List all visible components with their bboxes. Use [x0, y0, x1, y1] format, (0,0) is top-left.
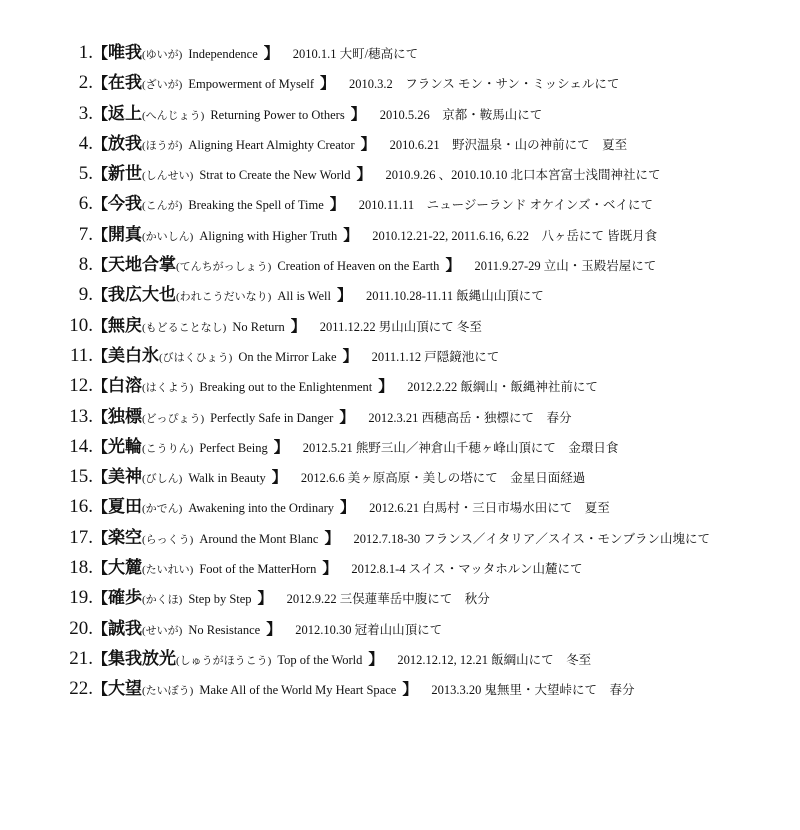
entry-english-title: All is Well [277, 289, 331, 304]
entry-number: 21. [69, 647, 93, 669]
list-item [0, 523, 800, 553]
bracket-close: 】 [368, 651, 384, 668]
list-item [0, 311, 800, 341]
entry-date-location: 2012.6.21 白馬村・三日市場水田にて 夏至 [369, 501, 610, 516]
entry-title: 誠我 [108, 618, 143, 638]
entry-content [93, 583, 490, 615]
list-item [0, 99, 800, 129]
entry-number: 13. [69, 405, 93, 427]
entry-number: 19. [69, 587, 93, 609]
entry-english-title: Aligning with Higher Truth [199, 228, 338, 243]
entry-reading: (かいしん) [142, 230, 194, 243]
bracket-close: 】 [356, 167, 372, 184]
entry-content [93, 280, 544, 312]
bracket-close: 】 [290, 318, 306, 335]
entry-list [0, 38, 800, 705]
entry-reading: (びしん) [142, 473, 183, 486]
entry-date-location: 2012.6.6 美ヶ原高原・美しの塔にて 金星日面経過 [300, 471, 586, 486]
entry-date-location: 2012.5.21 熊野三山／神倉山千穂ヶ峰山頂にて 金環日食 [302, 440, 619, 455]
entry-reading: (しゅうがほうこう) [176, 654, 272, 667]
entry-english-title: Top of the World [277, 652, 363, 667]
entry-content [93, 674, 634, 706]
entry-english-title: Aligning Heart Almighty Creator [188, 137, 355, 152]
entry-title: 今我 [108, 194, 143, 214]
bracket-open: 【 [93, 530, 109, 547]
entry-date-location: 2010.1.1 大町/穂高にて [292, 47, 419, 61]
entry-number: 6. [78, 193, 93, 215]
entry-date-location: 2012.2.22 飯綱山・飯縄神社前にて [407, 380, 598, 395]
entry-title: 夏田 [108, 497, 143, 517]
list-item [0, 432, 800, 462]
bracket-open: 【 [93, 258, 109, 275]
bracket-close: 】 [329, 197, 345, 214]
bracket-close: 】 [342, 348, 358, 365]
bracket-close: 】 [324, 530, 340, 547]
entry-title: 返上 [108, 103, 143, 123]
entry-content [93, 99, 542, 131]
entry-date-location: 2013.3.20 鬼無里・大望峠にて 春分 [431, 683, 635, 698]
entry-title: 独標 [108, 406, 143, 426]
bracket-open: 【 [93, 561, 109, 578]
entry-number: 11. [69, 344, 93, 366]
entry-english-title: Strat to Create the New World [199, 168, 351, 183]
list-item [0, 553, 800, 583]
entry-date-location: 2012.9.22 三俣蓮華岳中腹にて 秋分 [286, 592, 490, 607]
entry-reading: (こうりん) [142, 442, 194, 455]
entry-english-title: Perfectly Safe in Danger [210, 410, 334, 425]
entry-content [93, 553, 582, 585]
entry-english-title: No Resistance [188, 622, 261, 637]
list-item [0, 189, 800, 219]
bracket-close: 】 [273, 439, 289, 456]
entry-date-location: 2010.5.26 京都・鞍馬山にて [379, 107, 543, 122]
list-item [0, 341, 800, 371]
bracket-close: 】 [322, 561, 338, 578]
entry-date-location: 2010.6.21 野沢温泉・山の神前にて 夏至 [389, 137, 628, 152]
entry-english-title: Awakening into the Ordinary [188, 501, 335, 516]
entry-number: 16. [69, 496, 93, 518]
entry-title: 大麓 [108, 558, 143, 578]
entry-number: 7. [78, 223, 93, 245]
bracket-open: 【 [93, 136, 109, 153]
entry-number: 10. [69, 314, 93, 336]
bracket-open: 【 [93, 470, 109, 487]
list-item [0, 68, 800, 98]
entry-reading: (われこうだいなり) [176, 291, 272, 304]
entry-number: 15. [69, 466, 93, 488]
entry-number: 5. [78, 163, 93, 185]
entry-content [93, 220, 657, 252]
entry-english-title: Independence [188, 47, 258, 61]
entry-number: 4. [78, 132, 93, 154]
list-item [0, 674, 800, 704]
list-item [0, 614, 800, 644]
entry-reading: (かでん) [142, 503, 183, 516]
entry-english-title: Foot of the MatterHorn [199, 562, 317, 577]
bracket-close: 】 [378, 379, 394, 396]
entry-english-title: Breaking out to the Enlightenment [199, 380, 373, 395]
list-item [0, 371, 800, 401]
list-item [0, 402, 800, 432]
bracket-close: 】 [336, 288, 352, 305]
entry-date-location: 2012.7.18-30 フランス／イタリア／スイス・モンブラン山塊にて [353, 531, 710, 546]
list-item [0, 280, 800, 310]
entry-reading: (ゆいが) [142, 49, 183, 61]
entry-english-title: Creation of Heaven on the Earth [277, 259, 440, 274]
entry-date-location: 2011.12.22 男山山頂にて 冬至 [319, 319, 482, 334]
entry-number: 12. [69, 375, 93, 397]
bracket-open: 【 [93, 651, 109, 668]
list-item [0, 38, 800, 68]
entry-content [93, 38, 418, 70]
entry-title: 開真 [108, 224, 143, 244]
entry-content [93, 189, 653, 221]
list-item [0, 250, 800, 280]
bracket-close: 】 [402, 682, 418, 699]
entry-english-title: Walk in Beauty [188, 471, 266, 486]
entry-number: 14. [69, 435, 93, 457]
entry-reading: (へんじょう) [142, 109, 205, 122]
entry-english-title: Breaking the Spell of Time [188, 198, 324, 213]
entry-content [93, 159, 661, 191]
bracket-open: 【 [93, 348, 109, 365]
entry-date-location: 2012.3.21 西穂高岳・独標にて 春分 [368, 410, 572, 425]
entry-number: 3. [78, 102, 93, 124]
entry-english-title: On the Mirror Lake [238, 349, 337, 364]
bracket-close: 】 [445, 258, 461, 275]
entry-title: 白溶 [108, 376, 143, 396]
entry-title: 新世 [108, 164, 143, 184]
entry-number: 8. [78, 254, 93, 276]
entry-reading: (しんせい) [142, 170, 194, 183]
bracket-open: 【 [93, 621, 109, 638]
entry-content [93, 250, 656, 282]
entry-content [93, 129, 627, 161]
entry-date-location: 2010.11.11 ニュージーランド オケインズ・ベイにて [358, 198, 653, 213]
entry-number: 1. [78, 42, 93, 63]
list-item [0, 220, 800, 250]
bracket-close: 】 [360, 136, 376, 153]
bracket-open: 【 [93, 591, 109, 608]
entry-reading: (ほうが) [142, 139, 183, 152]
list-item [0, 492, 800, 522]
bracket-close: 】 [320, 76, 336, 93]
bracket-open: 【 [93, 682, 109, 699]
entry-title: 我広大也 [108, 285, 177, 305]
entry-title: 唯我 [108, 43, 143, 62]
bracket-open: 【 [93, 439, 109, 456]
entry-content [93, 614, 442, 646]
entry-english-title: Step by Step [188, 592, 252, 607]
entry-title: 美神 [108, 467, 143, 487]
bracket-open: 【 [93, 106, 109, 123]
entry-content [93, 432, 618, 464]
entry-english-title: Empowerment of Myself [188, 77, 315, 92]
bracket-close: 】 [271, 470, 287, 487]
list-item [0, 583, 800, 613]
entry-reading: (せいが) [142, 624, 183, 637]
entry-date-location: 2010.3.2 フランス モン・サン・ミッシェルにて [349, 77, 620, 92]
entry-content [93, 492, 610, 524]
entry-title: 光輪 [108, 436, 143, 456]
bracket-close: 】 [350, 106, 366, 123]
list-item [0, 129, 800, 159]
entry-number: 18. [69, 557, 93, 579]
bracket-open: 【 [93, 318, 109, 335]
entry-english-title: Perfect Being [199, 440, 268, 455]
entry-date-location: 2012.12.12, 12.21 飯綱山にて 冬至 [397, 652, 592, 667]
entry-english-title: Around the Mont Blanc [199, 531, 319, 546]
entry-reading: (ざいが) [142, 79, 183, 92]
entry-reading: (らっくう) [142, 533, 194, 546]
entry-reading: (たいれい) [142, 564, 194, 577]
entry-number: 22. [69, 678, 93, 700]
entry-date-location: 2012.8.1-4 スイス・マッタホルン山麓にて [351, 562, 583, 577]
bracket-open: 【 [93, 227, 109, 244]
list-item [0, 159, 800, 189]
bracket-open: 【 [93, 197, 109, 214]
bracket-open: 【 [93, 46, 109, 62]
bracket-open: 【 [93, 76, 109, 93]
entry-english-title: No Return [232, 319, 285, 334]
entry-title: 放我 [108, 133, 143, 153]
entry-content [93, 371, 598, 403]
entry-reading: (はくよう) [142, 382, 194, 395]
entry-reading: (びはくひょう) [159, 351, 233, 364]
entry-number: 17. [69, 526, 93, 548]
entry-number: 2. [78, 72, 93, 94]
entry-content [93, 644, 591, 676]
entry-content [93, 462, 585, 494]
entry-reading: (こんが) [142, 200, 183, 213]
entry-date-location: 2010.12.21-22, 2011.6.16, 6.22 八ヶ岳にて 皆既月食 [372, 228, 658, 243]
entry-english-title: Make All of the World My Heart Space [199, 683, 397, 698]
entry-number: 20. [69, 617, 93, 639]
bracket-close: 】 [257, 591, 273, 608]
entry-date-location: 2011.9.27-29 立山・玉殿岩屋にて [474, 259, 657, 274]
entry-content [93, 341, 499, 373]
entry-title: 無戻 [108, 315, 143, 335]
entry-reading: (かくほ) [142, 594, 183, 607]
bracket-close: 】 [343, 227, 359, 244]
bracket-close: 】 [263, 46, 279, 62]
entry-content [93, 311, 482, 343]
bracket-close: 】 [266, 621, 282, 638]
bracket-open: 【 [93, 167, 109, 184]
bracket-open: 【 [93, 379, 109, 396]
entry-title: 楽空 [108, 527, 143, 547]
entry-reading: (てんちがっしょう) [176, 261, 272, 274]
entry-reading: (たいぼう) [142, 685, 194, 698]
entry-title: 在我 [108, 73, 143, 93]
entry-title: 大望 [108, 679, 143, 699]
list-item [0, 644, 800, 674]
list-item [0, 462, 800, 492]
entry-reading: (もどることなし) [142, 321, 227, 334]
entry-title: 美白氷 [108, 345, 160, 365]
entry-reading: (どっぴょう) [142, 412, 205, 425]
entry-number: 9. [78, 284, 93, 306]
entry-date-location: 2012.10.30 冠着山山頂にて [295, 622, 443, 637]
entry-english-title: Returning Power to Others [210, 107, 345, 122]
entry-title: 集我放光 [108, 648, 177, 668]
bracket-open: 【 [93, 409, 109, 426]
entry-title: 天地合掌 [108, 255, 177, 275]
entry-date-location: 2011.1.12 戸隠鏡池にて [371, 349, 500, 364]
bracket-close: 】 [340, 500, 356, 517]
bracket-close: 】 [339, 409, 355, 426]
entry-content [93, 68, 619, 100]
entry-title: 確歩 [108, 588, 143, 608]
entry-date-location: 2011.10.28-11.11 飯縄山山頂にて [366, 289, 544, 304]
bracket-open: 【 [93, 500, 109, 517]
entry-content [93, 402, 572, 434]
entry-content [93, 523, 710, 555]
bracket-open: 【 [93, 288, 109, 305]
entry-date-location: 2010.9.26 、2010.10.10 北口本宮富士浅間神社にて [385, 168, 661, 183]
